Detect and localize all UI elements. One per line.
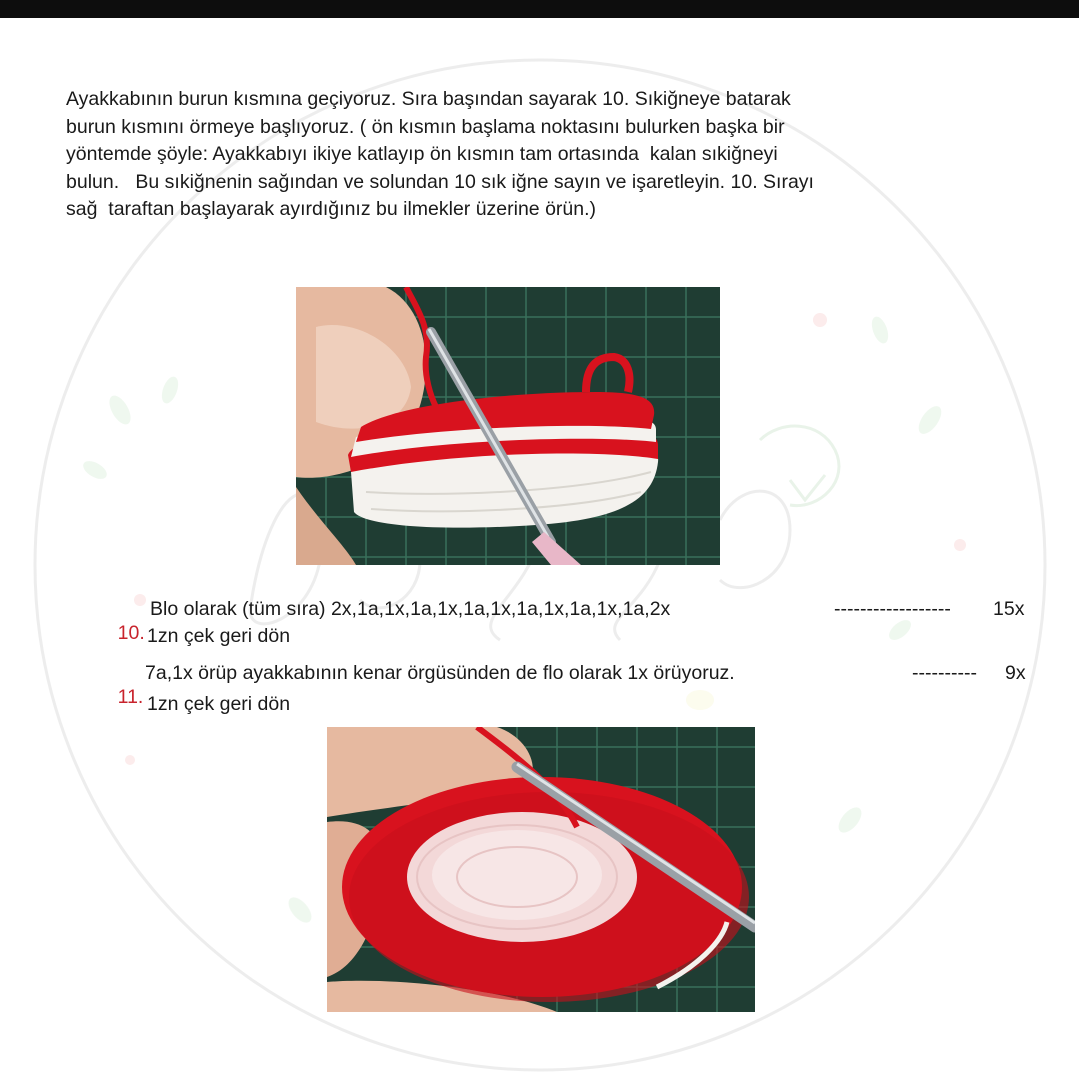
step-number: 10. (117, 622, 145, 644)
crochet-shoe-photo-1 (296, 287, 720, 565)
intro-line: burun kısmını örmeye başlıyoruz. ( ön kısmın başlama noktasını bulurken başka bir (66, 115, 785, 138)
intro-line: Ayakkabının burun kısmına geçiyoruz. Sıra başından sayarak 10. Sıkiğneye batarak (66, 88, 791, 110)
intro-line: sağ taraftan başlayarak ayırdığınız bu ilmekler üzerine örün.) (66, 198, 597, 220)
step-11-dashes: ---------- (912, 662, 977, 684)
step-11-subtext: 1zn çek geri dön (147, 693, 291, 715)
intro-line: bulun. Bu sıkiğnenin sağından ve solundan 10 sık iğne sayın ve işaretleyin. 10. Sırayı (66, 170, 814, 193)
step-10-count: 15x (993, 598, 1025, 620)
intro-paragraph (66, 86, 1056, 224)
step-10-subtext: 1zn çek geri dön (147, 625, 291, 647)
step-10-text: Blo olarak (tüm sıra) 2x,1a,1x,1a,1x,1a,1x,1a,1x,1a,1x,1a,2x (150, 598, 671, 620)
crochet-shoe-photo-2 (327, 727, 755, 1012)
step-11 (96, 661, 143, 733)
step-11-count: 9x (1005, 662, 1026, 684)
step-number: 11. (117, 686, 144, 708)
top-bar (0, 0, 1079, 18)
step-11-text: 7a,1x örüp ayakkabının kenar örgüsünden de flo olarak 1x örüyoruz. (145, 662, 735, 684)
intro-line: yöntemde şöyle: Ayakkabıyı ikiye katlayıp ön kısmın tam ortasında kalan sıkiğneyi (66, 143, 778, 165)
step-10 (96, 597, 145, 669)
step-10-dashes: ------------------ (834, 598, 951, 620)
